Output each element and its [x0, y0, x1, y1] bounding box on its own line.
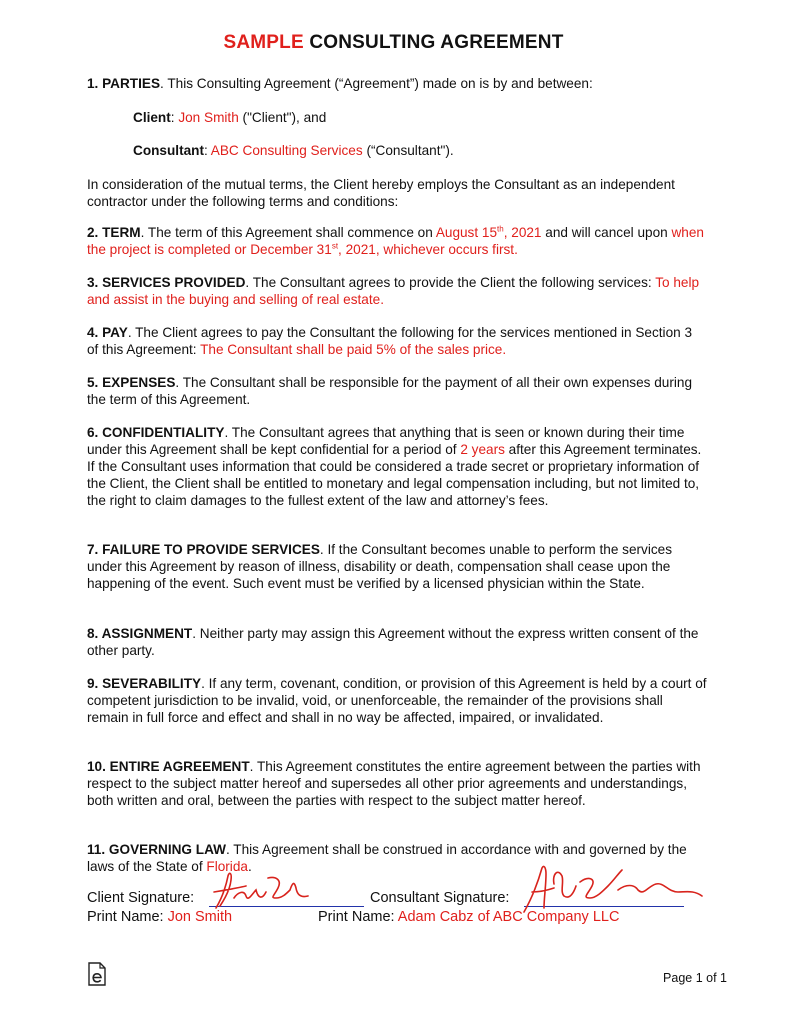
client-label: Client — [133, 110, 171, 125]
expenses-text: . The Consultant shall be responsible for the payment of all their own expenses during the term of this Agreement. — [87, 375, 693, 407]
consultant-print-name: Adam Cabz of ABC Company LLC — [397, 909, 620, 925]
client-print-name: Jon Smith — [167, 909, 233, 925]
confidentiality-text-end: after this Agreement terminates. If the Consultant uses information that could be considered a trade secret or proprietary information of the Client, the Client shall be entitled to monetary and legal compensation including, but not limited to, the right to claim damages to the fullest extent of the law and attorney’s fees. — [87, 442, 702, 508]
consultant-name: ABC Consulting Services — [210, 143, 363, 158]
section-expenses — [87, 374, 707, 408]
pay-terms: The Consultant shall be paid 5% of the sales price. — [200, 342, 507, 357]
term-end-text: when the project is completed or December 31 — [87, 225, 704, 257]
section-assignment — [87, 625, 707, 659]
services-description: To help and assist in the buying and selling of real estate. — [87, 275, 700, 307]
term-text-mid: and will cancel upon — [541, 225, 672, 240]
section-confidentiality — [87, 424, 707, 509]
term-start-date-day: August 15 — [435, 225, 498, 240]
services-text: . The Consultant agrees to provide the Client the following services: — [245, 275, 656, 290]
term-start-date-year: , 2021 — [503, 225, 542, 240]
section-severability — [87, 675, 707, 726]
document-e-logo-icon — [88, 962, 106, 986]
consultant-print-name-label: Print Name: — [318, 909, 398, 925]
section-failure — [87, 541, 707, 592]
consideration-paragraph: In consideration of the mutual terms, the Client hereby employs the Consultant as an independent contractor under the following terms and conditions: — [87, 177, 675, 209]
entire-agreement-heading: 10. ENTIRE AGREEMENT — [87, 759, 250, 774]
governing-law-end: . — [247, 859, 252, 874]
consultant-label: Consultant — [133, 143, 204, 158]
client-signature-label: Client Signature: — [87, 890, 195, 906]
consultant-print-name-line — [318, 909, 619, 926]
section-pay — [87, 324, 707, 358]
consultant-suffix: (“Consultant"). — [362, 143, 454, 158]
page-number: Page 1 of 1 — [663, 971, 727, 985]
confidentiality-text-start: . The Consultant agrees that anything that is seen or known during their time under this Agreement shall be kept confidential for a period of — [87, 425, 685, 457]
consultant-signature-label: Consultant Signature: — [370, 890, 510, 906]
term-start-date — [436, 225, 542, 240]
client-print-name-line — [87, 909, 232, 926]
assignment-heading: 8. ASSIGNMENT — [87, 626, 193, 641]
parties-heading: 1. PARTIES — [87, 76, 161, 91]
term-end-suffix: st — [331, 241, 339, 251]
pay-text: . The Client agrees to pay the Consultant the following for the services mentioned in Section 3 of this Agreement: — [87, 325, 693, 357]
consultant-line: Consultant: ABC Consulting Services (“Consultant"). — [133, 143, 454, 158]
client-print-name-label: Print Name: — [87, 909, 168, 925]
assignment-text: . Neither party may assign this Agreement without the express written consent of the other party. — [87, 626, 699, 658]
term-end-year: , 2021, whichever occurs first. — [338, 242, 518, 257]
section-entire-agreement — [87, 758, 707, 809]
entire-agreement-text: . This Agreement constitutes the entire agreement between the parties with respect to the subject matter hereof and supersedes all other prior agreements and understandings, both written and oral, between the parties with respect to the subject matter hereof. — [87, 759, 701, 808]
failure-heading: 7. FAILURE TO PROVIDE SERVICES — [87, 542, 320, 557]
section-parties — [87, 75, 707, 92]
document-title — [0, 31, 787, 55]
title-sample-word: SAMPLE — [223, 32, 304, 53]
client-signature-mark — [212, 868, 332, 914]
expenses-heading: 5. EXPENSES — [87, 375, 176, 390]
title-main-text: CONSULTING AGREEMENT — [303, 32, 564, 53]
governing-law-text: . This Agreement shall be construed in accordance with and governed by the laws of the State of — [87, 842, 687, 874]
term-heading: 2. TERM — [87, 225, 141, 240]
pay-heading: 4. PAY — [87, 325, 128, 340]
term-start-date-suffix: th — [497, 224, 504, 234]
term-text-start: . The term of this Agreement shall commence on — [140, 225, 436, 240]
failure-text: . If the Consultant becomes unable to perform the services under this Agreement by reason of illness, disability or death, compensation shall cease upon the happening of the event. Such event must be verified by a licensed physician within the State. — [87, 542, 673, 591]
governing-law-heading: 11. GOVERNING LAW — [87, 842, 226, 857]
severability-heading: 9. SEVERABILITY — [87, 676, 202, 691]
parties-text: . This Consulting Agreement (“Agreement”) made on is by and between: — [160, 76, 593, 91]
section-term — [87, 224, 707, 258]
section-services — [87, 274, 707, 308]
governing-law-state: Florida — [206, 859, 248, 874]
confidentiality-period: 2 years — [460, 442, 505, 457]
client-suffix: ("Client"), and — [238, 110, 327, 125]
client-name: Jon Smith — [178, 110, 239, 125]
severability-text: . If any term, covenant, condition, or provision of this Agreement is held by a court of competent jurisdiction to be invalid, void, or unenforceable, the remainder of the provisions shall remain in full force and effect and shall in no way be affected, impaired, or invalidated. — [87, 676, 707, 725]
confidentiality-heading: 6. CONFIDENTIALITY — [87, 425, 225, 440]
client-line: Client: Jon Smith ("Client"), and — [133, 110, 327, 125]
services-heading: 3. SERVICES PROVIDED — [87, 275, 246, 290]
